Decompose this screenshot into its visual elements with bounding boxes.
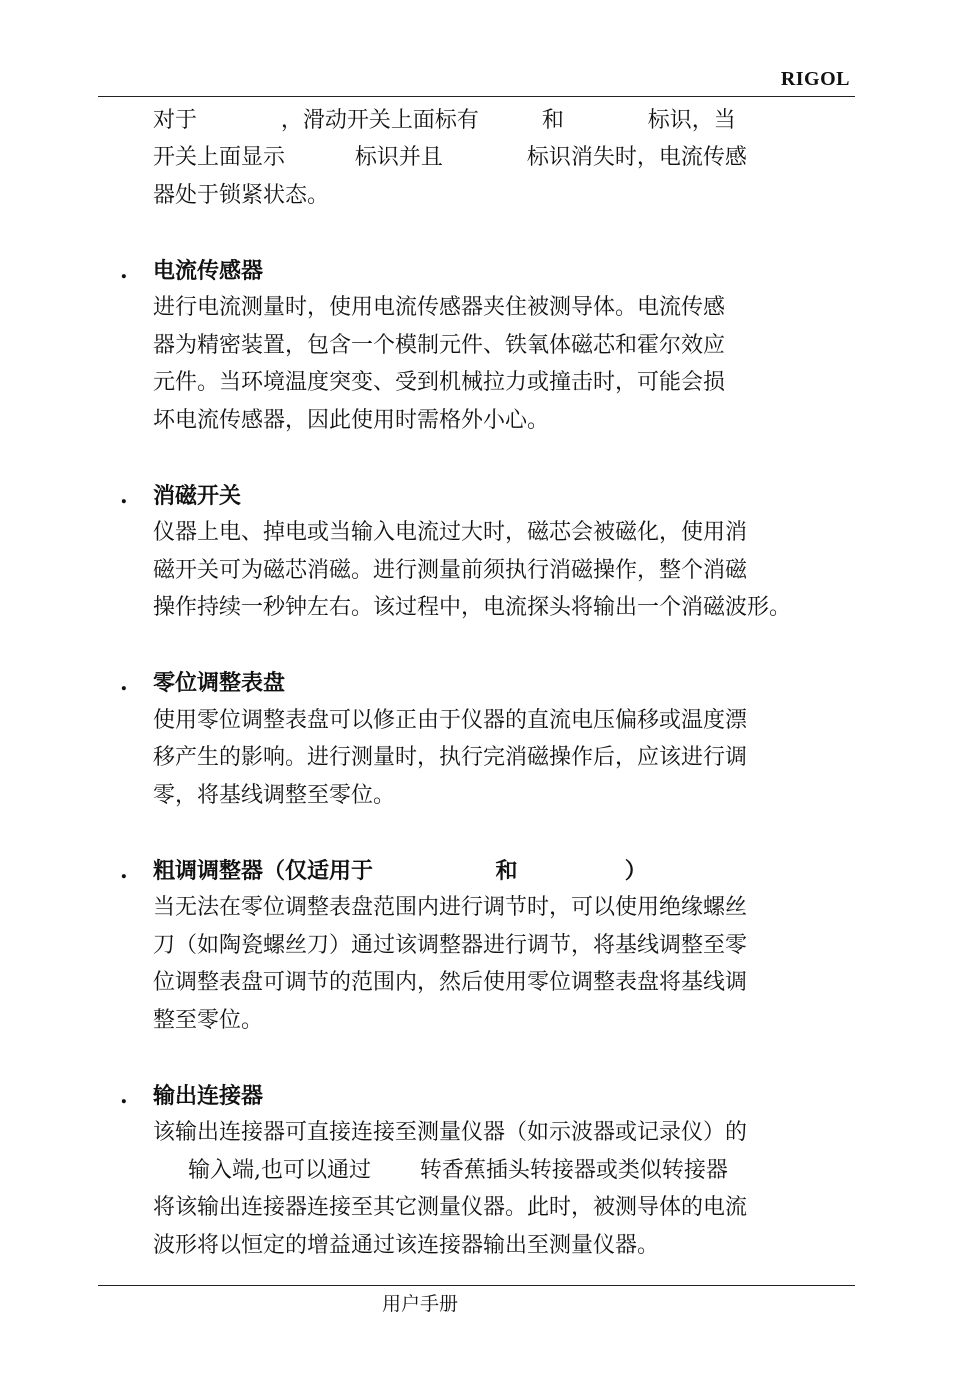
section-title-degauss-switch: 消磁开关: [153, 483, 242, 509]
header-rule: [98, 96, 855, 97]
section-title-zero-adjust-dial: 零位调整表盘: [153, 670, 286, 696]
paragraph-line: 整至零位。: [153, 1008, 264, 1033]
paragraph-line: 波形将以恒定的增益通过该连接器输出至测量仪器。: [153, 1233, 660, 1258]
paragraph-line: 进行电流测量时，使用电流传感器夹住被测导体。电流传感: [153, 295, 726, 320]
paragraph-line: 零，将基线调整至零位。: [153, 783, 396, 808]
intro-line: 开关上面显示 标识并且 标识消失时，电流传感: [153, 145, 747, 170]
footer-text: 用户手册: [382, 1293, 459, 1315]
paragraph-line: 磁开关可为磁芯消磁。进行测量前须执行消磁操作，整个消磁: [153, 558, 748, 583]
paragraph-line: 刀（如陶瓷螺丝刀）通过该调整器进行调节，将基线调整至零: [153, 933, 748, 958]
brand-logo-text: RIGOL: [780, 68, 850, 90]
paragraph-line: 使用零位调整表盘可以修正由于仪器的直流电压偏移或温度漂: [153, 708, 748, 733]
section-title-current-sensor: 电流传感器: [153, 258, 264, 284]
paragraph-line: 元件。当环境温度突变、受到机械拉力或撞击时，可能会损: [153, 370, 726, 395]
section-title-coarse-adjuster: 粗调调整器（仅适用于 和 ）: [153, 858, 647, 884]
paragraph-line: 输入端,也可以通过 转香蕉插头转接器或类似转接器: [153, 1158, 728, 1183]
intro-line: 对于 ，滑动开关上面标有 和 标识，当: [153, 108, 736, 133]
section-bullet: .: [120, 258, 128, 284]
paragraph-line: 将该输出连接器连接至其它测量仪器。此时，被测导体的电流: [153, 1195, 748, 1220]
section-bullet: .: [120, 1083, 128, 1109]
paragraph-line: 仪器上电、掉电或当输入电流过大时，磁芯会被磁化，使用消: [153, 520, 748, 545]
section-bullet: .: [120, 670, 128, 696]
paragraph-line: 位调整表盘可调节的范围内，然后使用零位调整表盘将基线调: [153, 970, 748, 995]
paragraph-line: 操作持续一秒钟左右。该过程中，电流探头将输出一个消磁波形。: [153, 595, 792, 620]
paragraph-line: 器为精密装置，包含一个模制元件、铁氧体磁芯和霍尔效应: [153, 333, 726, 358]
intro-line: 器处于锁紧状态。: [153, 183, 330, 208]
paragraph-line: 该输出连接器可直接连接至测量仪器（如示波器或记录仪）的: [153, 1120, 748, 1145]
footer-rule: [98, 1285, 855, 1286]
paragraph-line: 坏电流传感器，因此使用时需格外小心。: [153, 408, 550, 433]
paragraph-line: 移产生的影响。进行测量时，执行完消磁操作后，应该进行调: [153, 745, 748, 770]
section-bullet: .: [120, 483, 128, 509]
section-title-output-connector: 输出连接器: [153, 1083, 264, 1109]
section-bullet: .: [120, 858, 128, 884]
paragraph-line: 当无法在零位调整表盘范围内进行调节时，可以使用绝缘螺丝: [153, 895, 748, 920]
